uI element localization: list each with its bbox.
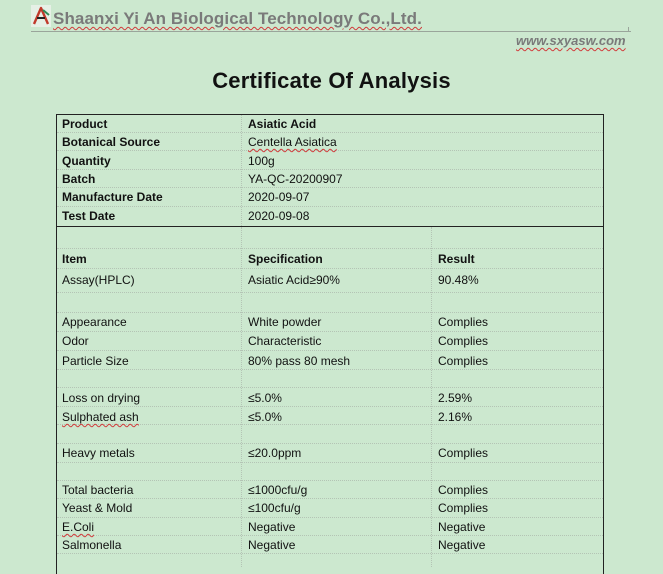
header-rule xyxy=(31,31,631,32)
row-item: Sulphated ash xyxy=(62,410,139,424)
column-header-item: Item xyxy=(62,252,87,266)
gridline xyxy=(57,169,603,170)
gridline xyxy=(57,498,603,499)
row-spec: 80% pass 80 mesh xyxy=(248,354,351,368)
info-label-botanical-source: Botanical Source xyxy=(62,135,161,149)
info-value-manufacture-date: 2020-09-07 xyxy=(248,190,310,204)
row-spec: ≤5.0% xyxy=(248,410,282,424)
gridline xyxy=(57,443,603,444)
gridline xyxy=(57,517,603,518)
row-result: Negative xyxy=(438,538,486,552)
row-result: Complies xyxy=(438,315,489,329)
gridline xyxy=(57,331,603,332)
row-spec: ≤20.0ppm xyxy=(248,446,302,460)
company-name: Shaanxi Yi An Biological Technology Co.,Ltd. xyxy=(53,9,422,28)
row-item: Particle Size xyxy=(62,354,129,368)
info-label-batch: Batch xyxy=(62,172,96,186)
info-value-batch: YA-QC-20200907 xyxy=(248,172,343,186)
row-item: Assay(HPLC) xyxy=(62,273,135,287)
row-spec: Negative xyxy=(248,520,296,534)
gridline xyxy=(57,553,603,554)
gridline xyxy=(57,187,603,188)
gridline xyxy=(57,292,603,293)
gridline xyxy=(57,406,603,407)
row-result: Negative xyxy=(438,520,486,534)
company-logo-icon xyxy=(31,5,51,27)
gridline xyxy=(57,206,603,207)
info-label-quantity: Quantity xyxy=(62,154,111,168)
row-item: Heavy metals xyxy=(62,446,135,460)
column-gridline xyxy=(431,227,432,567)
gridline xyxy=(57,535,603,536)
column-header-specification: Specification xyxy=(248,252,323,266)
info-label-test-date: Test Date xyxy=(62,209,116,223)
row-item: Total bacteria xyxy=(62,483,134,497)
row-spec: ≤100cfu/g xyxy=(248,501,301,515)
gridline xyxy=(57,350,603,351)
gridline xyxy=(57,387,603,388)
column-gridline xyxy=(241,227,242,567)
gridline xyxy=(57,424,603,425)
row-spec: ≤5.0% xyxy=(248,391,282,405)
gridline xyxy=(57,369,603,370)
row-result: 90.48% xyxy=(438,273,479,287)
row-spec: White powder xyxy=(248,315,322,329)
gridline xyxy=(57,480,603,481)
row-result: 2.59% xyxy=(438,391,473,405)
row-result: Complies xyxy=(438,334,489,348)
info-value-test-date: 2020-09-08 xyxy=(248,209,310,223)
row-item: Odor xyxy=(62,334,89,348)
gridline xyxy=(57,268,603,269)
info-value-botanical-source: Centella Asiatica xyxy=(248,135,337,149)
info-value-quantity: 100g xyxy=(248,154,275,168)
column-header-result: Result xyxy=(438,252,475,266)
table-section-divider xyxy=(56,226,604,227)
row-result: Complies xyxy=(438,354,489,368)
row-result: Complies xyxy=(438,446,489,460)
row-spec: Negative xyxy=(248,538,296,552)
info-label-manufacture-date: Manufacture Date xyxy=(62,190,163,204)
gridline xyxy=(57,150,603,151)
gridline xyxy=(57,462,603,463)
header-rule-tick xyxy=(628,27,629,32)
row-spec: ≤1000cfu/g xyxy=(248,483,308,497)
row-spec: Characteristic xyxy=(248,334,322,348)
info-value-product: Asiatic Acid xyxy=(248,117,317,131)
row-result: Complies xyxy=(438,501,489,515)
gridline xyxy=(57,248,603,249)
row-item: Appearance xyxy=(62,315,127,329)
row-spec: Asiatic Acid≥90% xyxy=(248,273,340,287)
row-item: Yeast & Mold xyxy=(62,501,133,515)
row-item: Loss on drying xyxy=(62,391,141,405)
company-website: www.sxyasw.com xyxy=(516,33,626,48)
row-result: 2.16% xyxy=(438,410,473,424)
info-label-product: Product xyxy=(62,117,108,131)
row-result: Complies xyxy=(438,483,489,497)
gridline xyxy=(57,312,603,313)
document-title: Certificate Of Analysis xyxy=(212,68,451,93)
gridline xyxy=(57,132,603,133)
row-item: Salmonella xyxy=(62,538,122,552)
column-gridline xyxy=(241,115,242,226)
row-item: E.Coli xyxy=(62,520,95,534)
